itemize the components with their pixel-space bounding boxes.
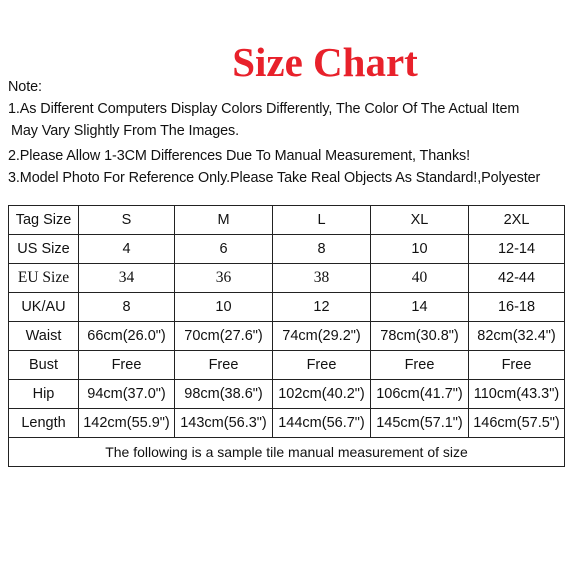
row-label: UK/AU	[9, 293, 79, 322]
size-table	[8, 205, 565, 467]
row-label: Length	[9, 409, 79, 438]
table-cell: 102cm(40.2")	[273, 380, 371, 409]
table-cell: 144cm(56.7")	[273, 409, 371, 438]
table-cell: 78cm(30.8")	[371, 322, 469, 351]
table-cell: 143cm(56.3")	[175, 409, 273, 438]
page-title	[0, 38, 500, 86]
row-label: US Size	[9, 235, 79, 264]
table-cell: L	[273, 206, 371, 235]
note-line-2: 2.Please Allow 1-3CM Differences Due To Manual Measurement, Thanks!	[8, 148, 471, 164]
table-cell: 70cm(27.6")	[175, 322, 273, 351]
table-cell: 94cm(37.0")	[79, 380, 175, 409]
table-cell: 38	[273, 264, 371, 293]
row-label: Hip	[9, 380, 79, 409]
table-row	[9, 235, 565, 264]
note-line-1-continued: May Vary Slightly From The Images.	[11, 123, 239, 139]
table-cell: 82cm(32.4")	[469, 322, 565, 351]
table-cell: 98cm(38.6")	[175, 380, 273, 409]
table-cell: 16-18	[469, 293, 565, 322]
row-label: EU Size	[9, 264, 79, 293]
table-cell: 8	[273, 235, 371, 264]
note-line-1: 1.As Different Computers Display Colors Differently, The Color Of The Actual Item	[8, 101, 520, 117]
table-row	[9, 293, 565, 322]
table-cell: 34	[79, 264, 175, 293]
row-label: Waist	[9, 322, 79, 351]
table-footer-row	[9, 438, 565, 467]
table-cell: 12-14	[469, 235, 565, 264]
table-cell: Free	[79, 351, 175, 380]
note-heading: Note:	[8, 79, 42, 95]
row-label: Tag Size	[9, 206, 79, 235]
table-cell: 4	[79, 235, 175, 264]
table-cell: 106cm(41.7")	[371, 380, 469, 409]
table-cell: 12	[273, 293, 371, 322]
table-cell: 74cm(29.2")	[273, 322, 371, 351]
table-cell: 2XL	[469, 206, 565, 235]
table-cell: 40	[371, 264, 469, 293]
table-footer-text: The following is a sample tile manual measurement of size	[9, 438, 565, 467]
table-row	[9, 351, 565, 380]
table-cell: S	[79, 206, 175, 235]
table-cell: 8	[79, 293, 175, 322]
table-cell: 110cm(43.3")	[469, 380, 565, 409]
table-cell: 10	[175, 293, 273, 322]
table-row	[9, 264, 565, 293]
table-cell: 6	[175, 235, 273, 264]
table-row	[9, 322, 565, 351]
table-cell: 10	[371, 235, 469, 264]
table-cell: 42-44	[469, 264, 565, 293]
table-cell: 142cm(55.9")	[79, 409, 175, 438]
table-cell: Free	[371, 351, 469, 380]
table-cell: 146cm(57.5")	[469, 409, 565, 438]
table-cell: XL	[371, 206, 469, 235]
title-text: Size Chart	[232, 39, 418, 85]
table-cell: Free	[175, 351, 273, 380]
table-cell: Free	[469, 351, 565, 380]
table-cell: Free	[273, 351, 371, 380]
row-label: Bust	[9, 351, 79, 380]
table-cell: 66cm(26.0")	[79, 322, 175, 351]
table-cell: 145cm(57.1")	[371, 409, 469, 438]
note-line-3: 3.Model Photo For Reference Only.Please Take Real Objects As Standard!,Polyester	[8, 170, 541, 186]
table-cell: 14	[371, 293, 469, 322]
size-table-body	[9, 206, 565, 467]
table-cell: M	[175, 206, 273, 235]
table-row	[9, 409, 565, 438]
table-row	[9, 206, 565, 235]
table-cell: 36	[175, 264, 273, 293]
table-row	[9, 380, 565, 409]
